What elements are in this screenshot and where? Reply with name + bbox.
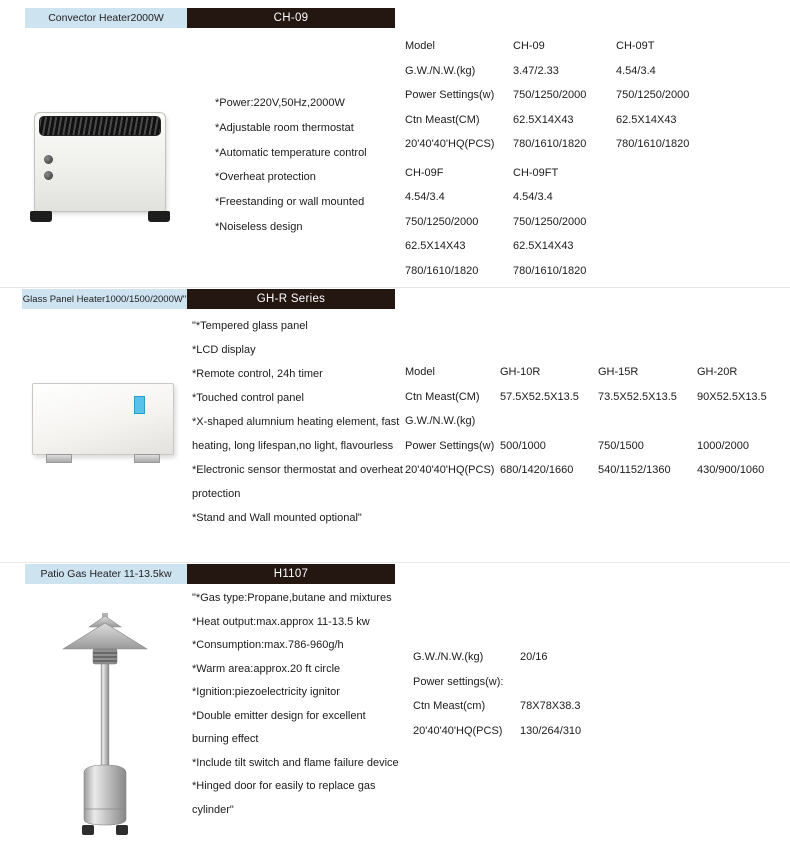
spec-table-ghr: [405, 360, 767, 483]
spec-value: 780/1610/1820: [616, 138, 690, 151]
heater-foot: [46, 454, 72, 463]
spec-value: 750/1500: [598, 439, 644, 452]
spec-label: 20'40'40'HQ(PCS): [405, 464, 495, 477]
spec-label: Power settings(w):: [413, 675, 504, 688]
spec-value: 430/900/1060: [697, 464, 765, 477]
convector-grill: [39, 116, 161, 136]
model-code-bar: CH-09: [187, 8, 395, 28]
spec-row: [405, 259, 689, 284]
spec-label: 20'40'40'HQ(PCS): [405, 138, 495, 151]
product-name-bar: Convector Heater2000W: [25, 8, 187, 28]
spec-row: [405, 108, 689, 133]
spec-row: [405, 161, 689, 186]
feature-item: *Remote control, 24h timer: [192, 368, 323, 380]
spec-label: Power Settings(w): [405, 439, 495, 452]
spec-value: 1000/2000: [697, 439, 749, 452]
spec-value: 780/1610/1820: [513, 264, 587, 277]
model-code-bar: H1107: [187, 564, 395, 584]
spec-value: 62.5X14X43: [616, 113, 677, 126]
spec-value: 780/1610/1820: [405, 264, 479, 277]
product-section-convector-heater: [0, 0, 790, 287]
spec-value: 62.5X14X43: [405, 240, 466, 253]
feature-item: *Automatic temperature control: [215, 146, 367, 159]
feature-item: *Consumption:max.786-960g/h: [192, 639, 344, 651]
heater-foot: [148, 211, 170, 222]
feature-item: *Hinged door for easily to replace gas cylinder": [192, 780, 376, 816]
glass-panel-heater-image: [32, 383, 174, 463]
feature-item: *Freestanding or wall mounted: [215, 196, 365, 209]
spec-label: Model: [405, 366, 435, 379]
lcd-display: [134, 396, 145, 414]
feature-item: *Stand and Wall mounted optional": [192, 512, 362, 524]
power-knob: [44, 171, 53, 180]
spec-table-h1107: [413, 645, 581, 743]
spec-value: GH-10R: [500, 366, 541, 379]
spec-row: [405, 59, 689, 84]
spec-row: [405, 434, 767, 459]
product-section-glass-panel-heater: [0, 287, 790, 562]
spec-value: GH-20R: [697, 366, 738, 379]
feature-item: "*Gas type:Propane,butane and mixtures: [192, 592, 392, 604]
spec-value: 750/1250/2000: [405, 215, 479, 228]
spec-row: [405, 234, 689, 259]
feature-item: *LCD display: [192, 344, 256, 356]
product-name-bar: Glass Panel Heater1000/1500/2000W": [22, 289, 187, 309]
spec-label: Ctn Meast(CM): [405, 113, 480, 126]
spec-row: [413, 645, 581, 670]
spec-value: 4.54/3.4: [405, 191, 445, 204]
spec-value: 750/1250/2000: [616, 89, 690, 102]
feature-item: *Electronic sensor thermostat and overheat protection: [192, 464, 403, 500]
spec-label: Ctn Meast(CM): [405, 390, 480, 403]
spec-label: Ctn Meast(cm): [413, 700, 486, 713]
thermostat-knob: [44, 155, 53, 164]
spec-row: [405, 83, 689, 108]
feature-list: [192, 587, 400, 822]
spec-value: 750/1250/2000: [513, 215, 587, 228]
spec-value: GH-15R: [598, 366, 639, 379]
feature-item: *Heat output:max.approx 11-13.5 kw: [192, 615, 370, 628]
spec-value: 4.54/3.4: [513, 191, 553, 204]
feature-item: *X-shaped alumnium heating element, fast heating, long lifespan,no light, flavourless: [192, 416, 400, 452]
feature-item: "*Tempered glass panel: [192, 320, 308, 332]
spec-label: G.W./N.W.(kg): [405, 64, 476, 77]
spec-value: 73.5X52.5X13.5: [598, 390, 677, 403]
spec-row: [413, 670, 581, 695]
spec-value: 62.5X14X43: [513, 113, 574, 126]
spec-value: CH-09T: [616, 40, 655, 53]
spec-value: CH-09F: [405, 166, 444, 179]
spec-row: [405, 132, 689, 157]
spec-value: CH-09FT: [513, 166, 559, 179]
spec-value: 680/1420/1660: [500, 464, 574, 477]
glass-panel: [32, 383, 174, 455]
spec-value: 62.5X14X43: [513, 240, 574, 253]
product-section-patio-gas-heater: [0, 562, 790, 849]
product-name-bar: Patio Gas Heater 11-13.5kw: [25, 564, 187, 584]
spec-label: G.W./N.W.(kg): [405, 415, 476, 428]
convector-heater-image: [28, 112, 172, 222]
feature-item: *Power:220V,50Hz,2000W: [215, 97, 345, 109]
spec-value: 130/264/310: [520, 724, 582, 737]
spec-row: [413, 694, 581, 719]
spec-table-ch09f: [405, 161, 689, 284]
spec-value: 540/1152/1360: [598, 464, 671, 477]
convector-body: [34, 112, 166, 212]
spec-value: CH-09: [513, 40, 545, 53]
spec-value: 780/1610/1820: [513, 138, 587, 151]
spec-value: 20/16: [520, 651, 548, 664]
feature-item: *Include tilt switch and flame failure device: [192, 756, 399, 769]
spec-row: [405, 458, 767, 483]
spec-row: [405, 210, 689, 235]
patio-gas-heater-image: [62, 613, 148, 839]
feature-item: *Noiseless design: [215, 220, 303, 233]
heater-foot: [134, 454, 160, 463]
feature-item: *Double emitter design for excellent burning effect: [192, 709, 366, 745]
spec-value: 500/1000: [500, 439, 546, 452]
feature-item: *Ignition:piezoelectricity ignitor: [192, 686, 340, 698]
feature-list: [192, 314, 404, 530]
spec-row: [405, 409, 767, 434]
spec-label: 20'40'40'HQ(PCS): [413, 724, 503, 737]
spec-row: [413, 719, 581, 744]
feature-item: *Overheat protection: [215, 171, 316, 184]
spec-value: 57.5X52.5X13.5: [500, 390, 579, 403]
spec-label: G.W./N.W.(kg): [413, 651, 484, 664]
spec-label: Power Settings(w): [405, 89, 495, 102]
feature-item: *Touched control panel: [192, 392, 304, 404]
spec-value: 78X78X38.3: [520, 700, 581, 713]
model-code-bar: GH-R Series: [187, 289, 395, 309]
spec-value: 3.47/2.33: [513, 64, 559, 77]
spec-row: [405, 34, 689, 59]
feature-item: *Adjustable room thermostat: [215, 121, 354, 134]
spec-row: [405, 385, 767, 410]
patio-heater-illustration: [62, 613, 148, 839]
spec-value: 4.54/3.4: [616, 64, 656, 77]
spec-row: [405, 185, 689, 210]
spec-value: 90X52.5X13.5: [697, 390, 767, 403]
spec-row: [405, 360, 767, 385]
feature-list: [215, 91, 405, 240]
spec-label: Model: [405, 40, 435, 53]
spec-table-ch09: [405, 34, 689, 283]
spec-value: 750/1250/2000: [513, 89, 587, 102]
feature-item: *Warm area:approx.20 ft circle: [192, 662, 341, 675]
heater-foot: [30, 211, 52, 222]
